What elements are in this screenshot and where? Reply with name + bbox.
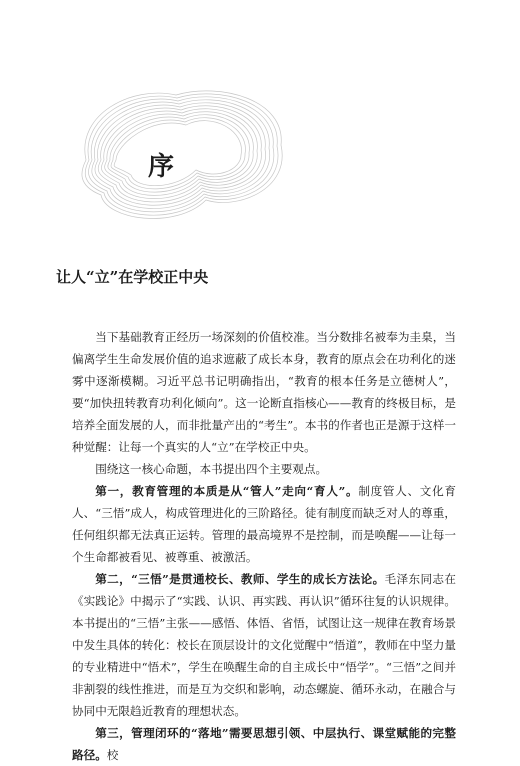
paragraph-4: 第二，“三悟”是贯通校长、教师、学生的成长方法论。毛泽东同志在《实践论》中揭示了“实践、认识、再实践、再认识”循环往复的认识规律。本书提出的“三悟”主张——感悟、体悟、省悟，试图让这一规律在教育场景中发生具体的转化：校长在顶层设计的文化觉醒中“悟道”，教师在中坚力量的专业精进中“悟术”，学生在唤醒生命的自主成长中“悟学”。“三悟”之间并非割裂的线性推进，而是互为交织和影响，动态螺旋、循环永动，在融合与协同中无限趋近教育的理想状态。 — [72, 572, 456, 718]
preface-swirl-decoration — [56, 60, 306, 240]
paragraph-2: 围绕这一核心命题，本书提出四个主要观点。 — [95, 462, 328, 476]
paragraph-3: 第一，教育管理的本质是从“管人”走向“育人”。制度管人、文化育人、“三悟”成人，构成管理进化的三阶路径。徒有制度而缺乏对人的尊重，任何组织都无法真正运转。管理的最高境界不是控制，而是唤醒——让每一个生命都被看见、被尊重、被激活。 — [72, 484, 456, 564]
paragraph-5: 第三，管理闭环的“落地”需要思想引领、中层执行、课堂赋能的完整路径。校 — [72, 726, 456, 762]
chapter-title: 序 — [148, 152, 177, 182]
paragraph-1: 当下基础教育正经历一场深刻的价值校准。当分数排名被奉为圭臬，当偏离学生生命发展价值的追求遮蔽了成长本身，教育的原点会在功利化的迷雾中逐渐模糊。习近平总书记明确指出，“教育的根本任务是立德树人”，要“加快扭转教育功利化倾向”。这一论断直指核心——教育的终极目标，是培养全面发展的人，而非批量产出的“考生”。本书的作者也正是源于这样一种觉醒：让每一个真实的人“立”在学校正中央。 — [72, 330, 456, 454]
section-heading: 让人“立”在学校正中央 — [56, 268, 209, 286]
preface-body — [72, 326, 456, 766]
